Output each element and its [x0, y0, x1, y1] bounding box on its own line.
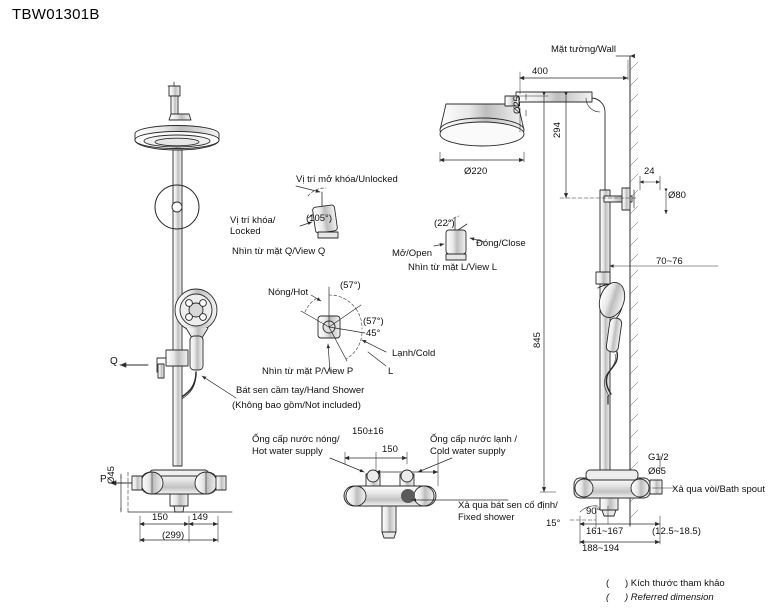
dim-24: 24: [644, 166, 655, 177]
dim-125-185: (12.5~18.5): [652, 526, 701, 537]
label-hand-shower-line1: Bát sen cầm tay/Hand Shower: [236, 385, 365, 396]
dim-149: 149: [192, 512, 208, 523]
dim-188-194: 188~194: [582, 543, 620, 554]
label-view-p: Nhìn từ mặt P/View P: [262, 366, 354, 377]
label-hand-shower-line2: (Không bao gồm/Not included): [232, 400, 361, 411]
label-cold-supply-line1: Ống cấp nước lạnh /: [430, 434, 518, 445]
label-hot-supply-line1: Ống cấp nước nóng/: [252, 434, 340, 445]
label-letter-p: P: [100, 474, 107, 485]
label-view-l: Nhìn từ mặt L/View L: [408, 262, 498, 273]
dim-150-16: 150±16: [352, 426, 384, 437]
dim-15deg: 15°: [546, 518, 561, 529]
label-unlocked: Vị trí mở khóa/Unlocked: [296, 174, 398, 185]
dim-299: (299): [162, 530, 185, 541]
dim-80: Ø80: [668, 190, 686, 201]
label-fixed-shower-line1: Xả qua bát sen cố định/: [458, 500, 558, 511]
label-letter-l: L: [388, 366, 394, 377]
label-fixed-shower-line2: Fixed shower: [458, 512, 515, 523]
dim-g12: G1/2: [648, 452, 669, 463]
dim-45: Ø45: [106, 466, 117, 484]
label-wall: Mặt tường/Wall: [551, 44, 617, 55]
dim-65: Ø65: [648, 466, 666, 477]
dim-150-mid: 150: [382, 444, 398, 455]
label-hot-supply-line2: Hot water supply: [252, 446, 323, 457]
note-referred-line2: ( ) Referred dimension: [606, 592, 714, 603]
label-cold: Lạnh/Cold: [392, 348, 436, 359]
label-locked-line1: Vị trí khóa/: [230, 215, 276, 226]
label-angle-57-b: (57°): [363, 316, 384, 327]
dim-400: 400: [532, 66, 548, 77]
label-locked-line2: Locked: [230, 226, 261, 237]
label-angle-22: (22°): [434, 218, 455, 229]
label-close: Đóng/Close: [476, 238, 526, 249]
label-view-q: Nhìn từ mặt Q/View Q: [232, 246, 326, 257]
label-angle-105: (105°): [306, 213, 332, 224]
dim-90deg: 90°: [586, 506, 601, 517]
label-hot: Nóng/Hot: [268, 287, 309, 298]
label-cold-supply-line2: Cold water supply: [430, 446, 506, 457]
dim-220: Ø220: [464, 166, 488, 177]
dim-845: 845: [532, 332, 543, 348]
dim-294: 294: [552, 122, 563, 138]
page-title: TBW01301B: [12, 6, 100, 23]
label-bath-spout: Xả qua vòi/Bath spout: [672, 484, 765, 495]
dim-161-167: 161~167: [586, 526, 624, 537]
dim-25: Ø25: [512, 96, 523, 114]
dim-150-left: 150: [152, 512, 168, 523]
label-open: Mở/Open: [392, 248, 433, 259]
dim-70-76: 70~76: [656, 256, 683, 267]
label-angle-45: 45°: [366, 328, 381, 339]
note-referred-line1: ( ) Kích thước tham khảo: [606, 578, 725, 589]
label-angle-57-a: (57°): [340, 280, 361, 291]
label-letter-q: Q: [110, 356, 118, 367]
